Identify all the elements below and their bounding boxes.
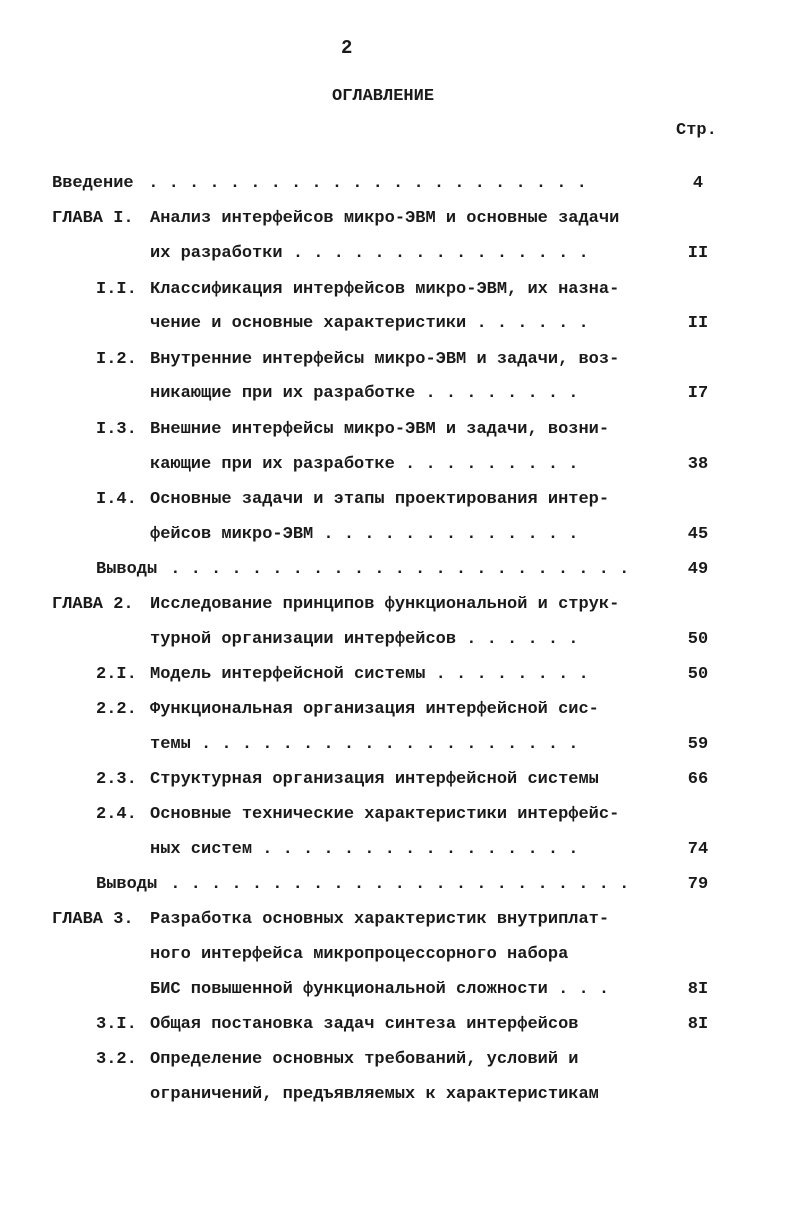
toc-label: 2.I. — [96, 665, 137, 684]
toc-page-number: I7 — [687, 384, 709, 403]
toc-label: 3.2. — [96, 1050, 137, 1069]
toc-entry-text: Разработка основных характеристик внутриплат- — [150, 910, 610, 929]
toc-entry-text: ных систем . . . . . . . . . . . . . . . . — [150, 840, 579, 859]
toc-label: 2.2. — [96, 700, 137, 719]
toc-label: I.I. — [96, 280, 137, 299]
toc-label: ГЛАВА 2. — [52, 595, 134, 614]
toc-entry-text: ного интерфейса микропроцессорного набора — [150, 945, 569, 964]
toc-entry-text: Определение основных требований, условий и — [150, 1050, 579, 1069]
toc-page-number: 4 — [692, 174, 704, 193]
page-number: 2 — [341, 37, 353, 59]
toc-entry-text: темы . . . . . . . . . . . . . . . . . . . — [150, 735, 579, 754]
toc-entry-text: турной организации интерфейсов . . . . . . — [150, 630, 579, 649]
toc-page-number: 38 — [687, 455, 709, 474]
toc-entry-text: Классификация интерфейсов микро-ЭВМ, их назна- — [150, 280, 620, 299]
toc-page-number: 50 — [687, 630, 709, 649]
toc-label: 3.I. — [96, 1015, 137, 1034]
page-title: ОГЛАВЛЕНИЕ — [332, 87, 435, 106]
toc-entry-text: фейсов микро-ЭВМ . . . . . . . . . . . . . — [150, 525, 579, 544]
toc-label: ГЛАВА I. — [52, 209, 134, 228]
toc-entry-text: ограничений, предъявляемых к характеристикам — [150, 1085, 599, 1104]
toc-page-number: II — [687, 314, 709, 333]
toc-label: Выводы — [96, 875, 158, 894]
page-column-header: Стр. — [676, 121, 717, 140]
toc-entry-text: . . . . . . . . . . . . . . . . . . . . . . — [138, 174, 587, 193]
toc-entry-text: кающие при их разработке . . . . . . . . . — [150, 455, 579, 474]
toc-page-number: 45 — [687, 525, 709, 544]
toc-page-number: 8I — [687, 980, 709, 999]
toc-entry-text: . . . . . . . . . . . . . . . . . . . . . . . — [160, 875, 630, 894]
toc-entry-text: их разработки . . . . . . . . . . . . . . . — [150, 244, 589, 263]
toc-page-number: 8I — [687, 1015, 709, 1034]
toc-entry-text: Функциональная организация интерфейсной сис- — [150, 700, 599, 719]
toc-label: 2.3. — [96, 770, 137, 789]
toc-entry-text: никающие при их разработке . . . . . . . . — [150, 384, 579, 403]
toc-entry-text: Внешние интерфейсы микро-ЭВМ и задачи, возни- — [150, 420, 610, 439]
toc-label: 2.4. — [96, 805, 137, 824]
toc-entry-text: . . . . . . . . . . . . . . . . . . . . . . . — [160, 560, 630, 579]
toc-entry-text: Анализ интерфейсов микро-ЭВМ и основные задачи — [150, 209, 620, 228]
toc-entry-text: Основные задачи и этапы проектирования интер- — [150, 490, 610, 509]
toc-page-number: 49 — [687, 560, 709, 579]
toc-label: Введение — [52, 174, 134, 193]
toc-entry-text: Общая постановка задач синтеза интерфейсов — [150, 1015, 579, 1034]
toc-page-number: 79 — [687, 875, 709, 894]
toc-label: I.2. — [96, 350, 137, 369]
toc-label: ГЛАВА 3. — [52, 910, 134, 929]
toc-entry-text: Внутренние интерфейсы микро-ЭВМ и задачи, воз- — [150, 350, 620, 369]
toc-label: I.3. — [96, 420, 137, 439]
toc-entry-text: БИС повышенной функциональной сложности . . . — [150, 980, 610, 999]
toc-entry-text: Модель интерфейсной системы . . . . . . . . — [150, 665, 589, 684]
toc-label: I.4. — [96, 490, 137, 509]
toc-entry-text: чение и основные характеристики . . . . . . — [150, 314, 589, 333]
toc-page-number: 50 — [687, 665, 709, 684]
toc-entry-text: Основные технические характеристики интерфейс- — [150, 805, 620, 824]
toc-page-number: 66 — [687, 770, 709, 789]
toc-page-number: 74 — [687, 840, 709, 859]
toc-entry-text: Структурная организация интерфейсной системы — [150, 770, 599, 789]
toc-page-number: II — [687, 244, 709, 263]
toc-entry-text: Исследование принципов функциональной и струк- — [150, 595, 620, 614]
toc-page-number: 59 — [687, 735, 709, 754]
toc-label: Выводы — [96, 560, 158, 579]
